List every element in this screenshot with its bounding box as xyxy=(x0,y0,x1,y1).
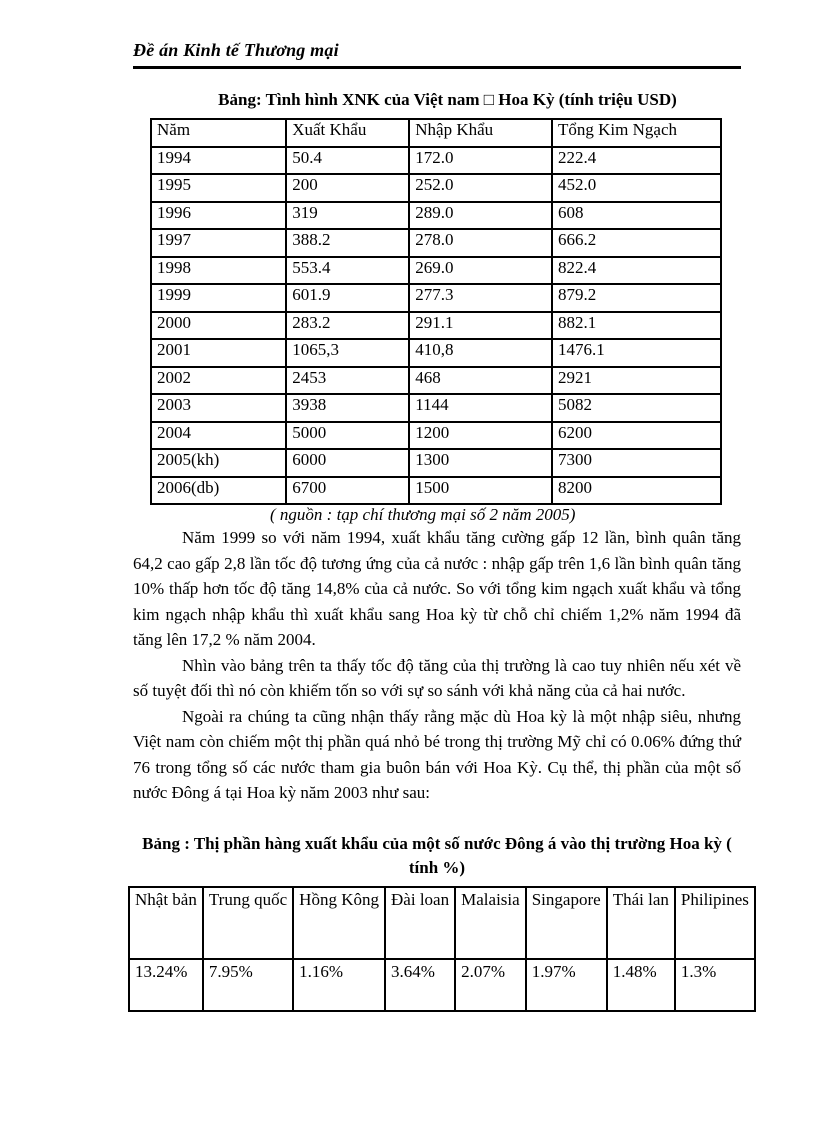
table-row xyxy=(151,174,721,202)
table-cell: 882.1 xyxy=(552,312,721,340)
table-cell: 291.1 xyxy=(409,312,552,340)
table-cell: 13.24% xyxy=(129,959,203,1011)
table-cell: 5000 xyxy=(286,422,409,450)
table-cell: Trung quốc xyxy=(203,887,293,959)
table-row xyxy=(151,284,721,312)
table-cell: 2.07% xyxy=(455,959,526,1011)
page-header xyxy=(133,40,741,61)
table-row xyxy=(151,449,721,477)
table-cell: 410,8 xyxy=(409,339,552,367)
table-row xyxy=(129,887,755,959)
table-cell: 3938 xyxy=(286,394,409,422)
table-cell: Philipines xyxy=(675,887,755,959)
table-cell: 1996 xyxy=(151,202,286,230)
table-cell: Nhập Khẩu xyxy=(409,119,552,147)
table-cell: Malaisia xyxy=(455,887,526,959)
table1-title: Bảng: Tình hình XNK của Việt nam □ Hoa Kỳ (tính triệu USD) xyxy=(218,90,677,109)
table-cell: 3.64% xyxy=(385,959,455,1011)
table-cell: 5082 xyxy=(552,394,721,422)
table-cell: 1065,3 xyxy=(286,339,409,367)
table-cell: 7300 xyxy=(552,449,721,477)
table-cell: 452.0 xyxy=(552,174,721,202)
table-cell: 2005(kh) xyxy=(151,449,286,477)
table-cell: 1998 xyxy=(151,257,286,285)
table-cell: 468 xyxy=(409,367,552,395)
table-cell: 172.0 xyxy=(409,147,552,175)
table-cell: 1200 xyxy=(409,422,552,450)
table-cell: Tổng Kim Ngạch xyxy=(552,119,721,147)
table-cell: 2006(db) xyxy=(151,477,286,505)
table-cell: 2002 xyxy=(151,367,286,395)
table-cell: 289.0 xyxy=(409,202,552,230)
table-cell: Năm xyxy=(151,119,286,147)
table-cell: 2001 xyxy=(151,339,286,367)
table-cell: 222.4 xyxy=(552,147,721,175)
table-cell: 1999 xyxy=(151,284,286,312)
table-cell: Xuất Khẩu xyxy=(286,119,409,147)
table2-title: Bảng : Thị phần hàng xuất khẩu của một số nước Đông á vào thị trường Hoa kỳ ( tính %) xyxy=(142,834,732,877)
table-cell: Thái lan xyxy=(607,887,675,959)
table-cell: 1.16% xyxy=(293,959,385,1011)
table-cell: 2921 xyxy=(552,367,721,395)
table-cell: 1.97% xyxy=(526,959,607,1011)
table-cell: 1.3% xyxy=(675,959,755,1011)
header-title: Đề án Kinh tế Thương mại xyxy=(133,40,339,60)
table-row xyxy=(151,257,721,285)
table-row xyxy=(151,339,721,367)
table-cell: 200 xyxy=(286,174,409,202)
table-cell: 50.4 xyxy=(286,147,409,175)
body-text xyxy=(133,525,741,806)
table-cell: 608 xyxy=(552,202,721,230)
table-cell: 1995 xyxy=(151,174,286,202)
table-cell: 2453 xyxy=(286,367,409,395)
table-cell: 1300 xyxy=(409,449,552,477)
table-row xyxy=(151,422,721,450)
table-cell: 2003 xyxy=(151,394,286,422)
market-share-table xyxy=(128,886,756,1012)
table-cell: 1.48% xyxy=(607,959,675,1011)
table-cell: 269.0 xyxy=(409,257,552,285)
paragraph: Năm 1999 so với năm 1994, xuất khẩu tăng cường gấp 12 lần, bình quân tăng 64,2 cao gấp 2,8 lần tốc độ tương ứng của cả nước : nhập gấp trên 1,6 lần bình quân tăng 10% thấp hơn tốc độ tăng 14,8% của cả nước. So với tổng kim ngạch xuất khẩu và tổng kim ngạch nhập khẩu thì xuất khẩu sang Hoa kỳ từ chỗ chỉ chiếm 1,2% năm 1994 đã tăng lên 17,2 % năm 2004. xyxy=(133,528,741,649)
table-cell: 252.0 xyxy=(409,174,552,202)
table-row xyxy=(151,147,721,175)
table-row xyxy=(151,229,721,257)
table-cell: 879.2 xyxy=(552,284,721,312)
table-cell: 278.0 xyxy=(409,229,552,257)
table-cell: Singapore xyxy=(526,887,607,959)
table-cell: 1997 xyxy=(151,229,286,257)
table-row xyxy=(151,202,721,230)
paragraph: Nhìn vào bảng trên ta thấy tốc độ tăng của thị trường là cao tuy nhiên nếu xét về số tuyệt đối thì nó còn khiếm tốn so với sự so sánh với khả năng của cả hai nước. xyxy=(133,655,741,700)
table-cell: 2000 xyxy=(151,312,286,340)
table-cell: 277.3 xyxy=(409,284,552,312)
table1-source: ( nguồn : tạp chí thương mại số 2 năm 2005) xyxy=(270,505,576,524)
table-row xyxy=(129,959,755,1011)
table-cell: 2004 xyxy=(151,422,286,450)
table-cell: Hồng Kông xyxy=(293,887,385,959)
table-cell: 822.4 xyxy=(552,257,721,285)
table-row xyxy=(151,477,721,505)
table-cell: 666.2 xyxy=(552,229,721,257)
paragraph: Ngoài ra chúng ta cũng nhận thấy rằng mặc dù Hoa kỳ là một nhập siêu, nhưng Việt nam còn chiếm một thị phần quá nhỏ bé trong thị trường Mỹ chỉ có 0.06% đứng thứ 76 trong tổng số các nước tham gia buôn bán với Hoa Kỳ. Cụ thể, thị phần của một số nước Đông á tại Hoa kỳ năm 2003 như sau: xyxy=(133,706,741,802)
table-cell: 6700 xyxy=(286,477,409,505)
table-cell: 6200 xyxy=(552,422,721,450)
table-cell: 6000 xyxy=(286,449,409,477)
table-cell: 1476.1 xyxy=(552,339,721,367)
table-cell: 283.2 xyxy=(286,312,409,340)
table-cell: Đài loan xyxy=(385,887,455,959)
table-cell: 8200 xyxy=(552,477,721,505)
table-cell: 553.4 xyxy=(286,257,409,285)
table-cell: 388.2 xyxy=(286,229,409,257)
table-row xyxy=(151,367,721,395)
table-cell: 601.9 xyxy=(286,284,409,312)
table-row xyxy=(151,119,721,147)
table-cell: 1144 xyxy=(409,394,552,422)
table-cell: 7.95% xyxy=(203,959,293,1011)
table-cell: Nhật bản xyxy=(129,887,203,959)
header-rule xyxy=(133,66,741,69)
table-cell: 1994 xyxy=(151,147,286,175)
trade-table xyxy=(150,118,722,505)
table-cell: 1500 xyxy=(409,477,552,505)
table-row xyxy=(151,394,721,422)
table-row xyxy=(151,312,721,340)
table-cell: 319 xyxy=(286,202,409,230)
